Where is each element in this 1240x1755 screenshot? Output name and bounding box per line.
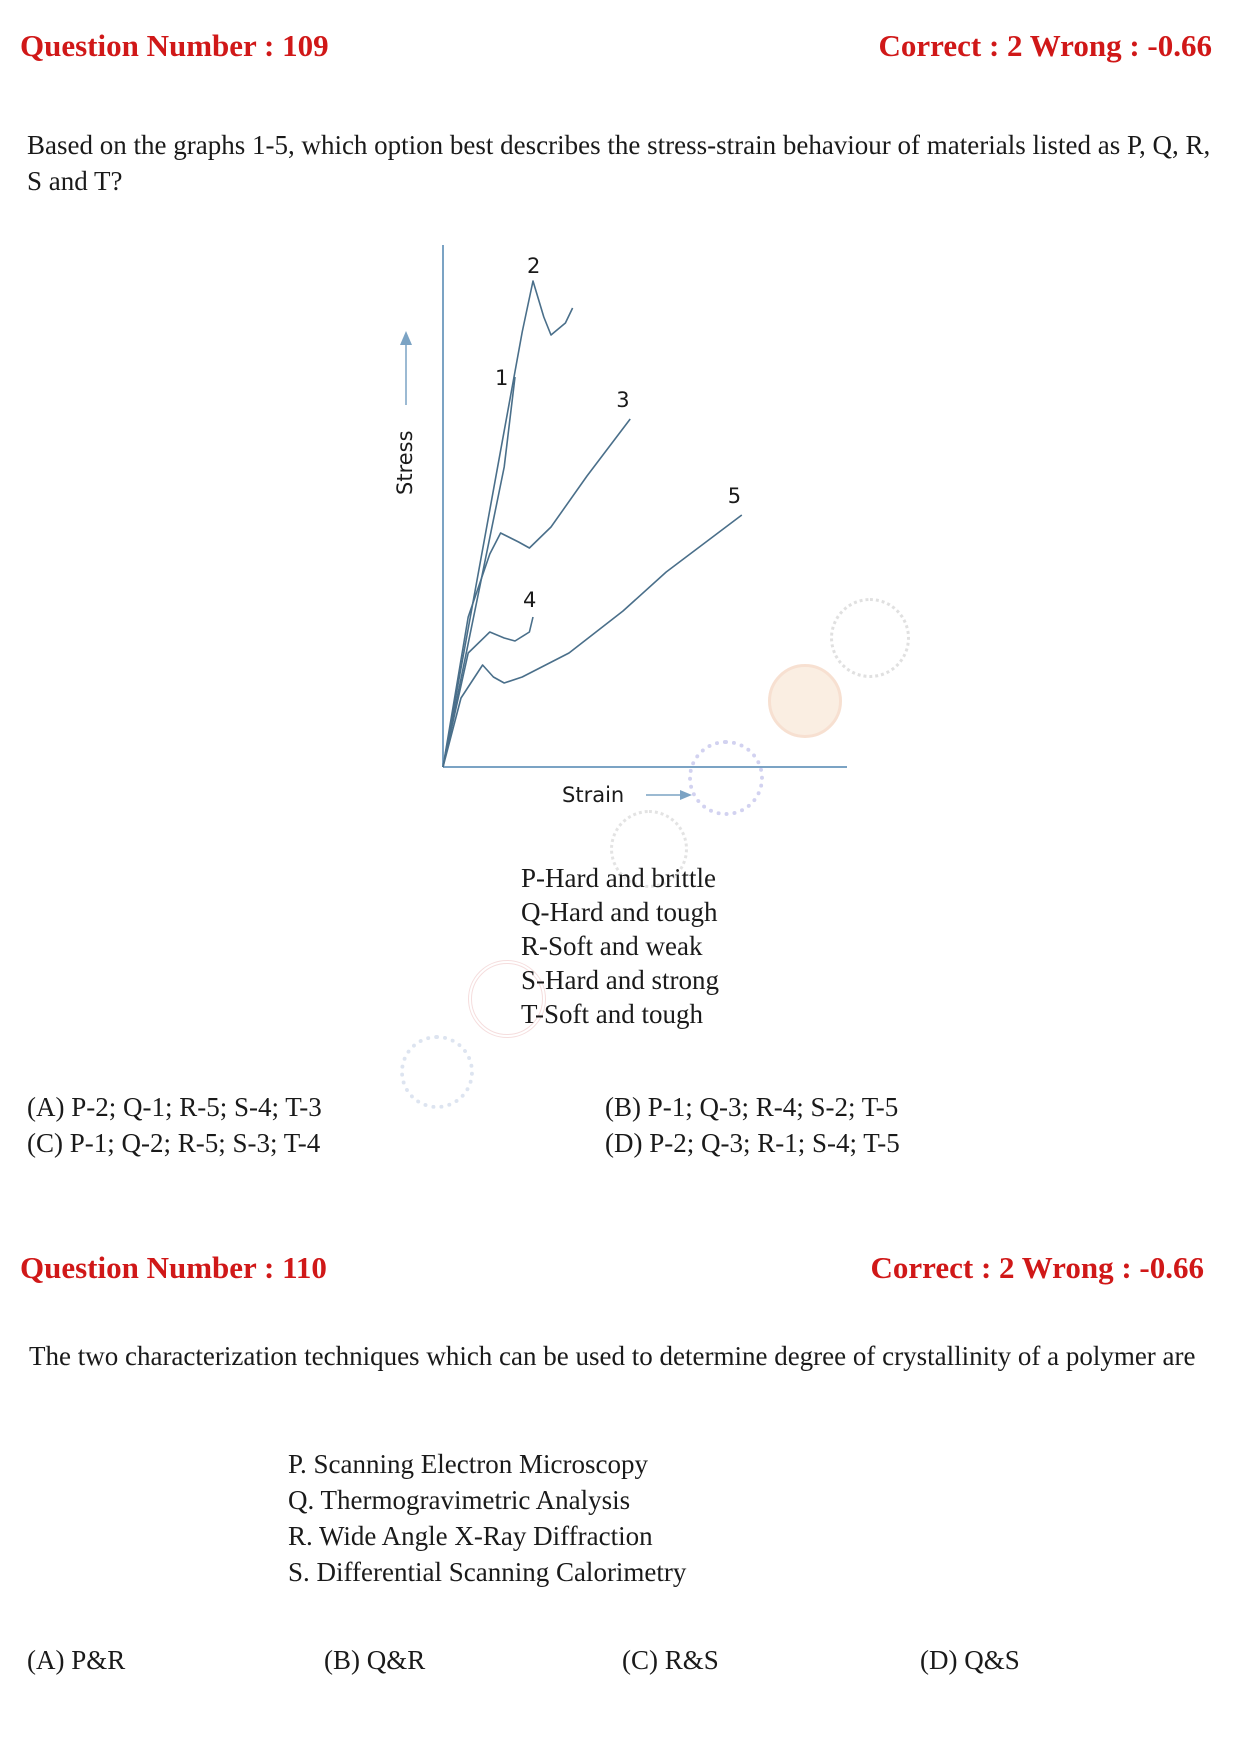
curve-5 bbox=[443, 515, 742, 767]
technique-list bbox=[288, 1446, 686, 1590]
q110-option-b[interactable]: (B) Q&R bbox=[324, 1645, 426, 1675]
technique-p: P. Scanning Electron Microscopy bbox=[288, 1449, 648, 1479]
curve-label-1: 1 bbox=[495, 366, 509, 390]
curve-label-5: 5 bbox=[727, 484, 742, 508]
q110-option-c[interactable]: (C) R&S bbox=[622, 1645, 719, 1675]
question-109-number: Question Number : 109 bbox=[20, 28, 329, 63]
description-r: R-Soft and weak bbox=[521, 931, 703, 961]
material-description-list bbox=[521, 861, 719, 1031]
question-110-number: Question Number : 110 bbox=[20, 1250, 327, 1285]
question-110-text: The two characterization techniques which can be used to determine degree of crystallinity of a polymer are bbox=[29, 1341, 1196, 1371]
x-axis-label: Strain bbox=[562, 783, 625, 807]
q109-option-d[interactable]: (D) P-2; Q-3; R-1; S-4; T-5 bbox=[605, 1128, 900, 1158]
curve-3 bbox=[443, 419, 630, 767]
watermark-stamp bbox=[768, 664, 842, 738]
question-109-marks: Correct : 2 Wrong : -0.66 bbox=[878, 28, 1212, 63]
curve-label-4: 4 bbox=[523, 588, 537, 612]
q109-option-b[interactable]: (B) P-1; Q-3; R-4; S-2; T-5 bbox=[605, 1092, 899, 1122]
q110-option-d[interactable]: (D) Q&S bbox=[920, 1645, 1020, 1675]
technique-r: R. Wide Angle X-Ray Diffraction bbox=[288, 1521, 653, 1551]
description-t: T-Soft and tough bbox=[521, 999, 703, 1029]
question-110-marks: Correct : 2 Wrong : -0.66 bbox=[870, 1250, 1204, 1285]
curve-label-3: 3 bbox=[616, 388, 630, 412]
watermark-stamp bbox=[830, 598, 910, 678]
watermark-stamp bbox=[688, 740, 764, 816]
q109-option-a[interactable]: (A) P-2; Q-1; R-5; S-4; T-3 bbox=[27, 1092, 322, 1122]
curve-label-2: 2 bbox=[527, 254, 541, 278]
stress-strain-chart bbox=[380, 225, 920, 825]
description-s: S-Hard and strong bbox=[521, 965, 719, 995]
description-q: Q-Hard and tough bbox=[521, 897, 718, 927]
question-109-text: Based on the graphs 1-5, which option best describes the stress-strain behaviour of materials listed as P, Q, R, S and T? bbox=[27, 130, 1211, 196]
stress-arrowhead bbox=[400, 331, 412, 345]
q109-option-c[interactable]: (C) P-1; Q-2; R-5; S-3; T-4 bbox=[27, 1128, 321, 1158]
q110-option-a[interactable]: (A) P&R bbox=[27, 1645, 126, 1675]
technique-s: S. Differential Scanning Calorimetry bbox=[288, 1557, 687, 1587]
description-p: P-Hard and brittle bbox=[521, 863, 716, 893]
y-axis-label: Stress bbox=[393, 430, 417, 495]
watermark-stamp bbox=[400, 1035, 474, 1109]
technique-q: Q. Thermogravimetric Analysis bbox=[288, 1485, 631, 1515]
